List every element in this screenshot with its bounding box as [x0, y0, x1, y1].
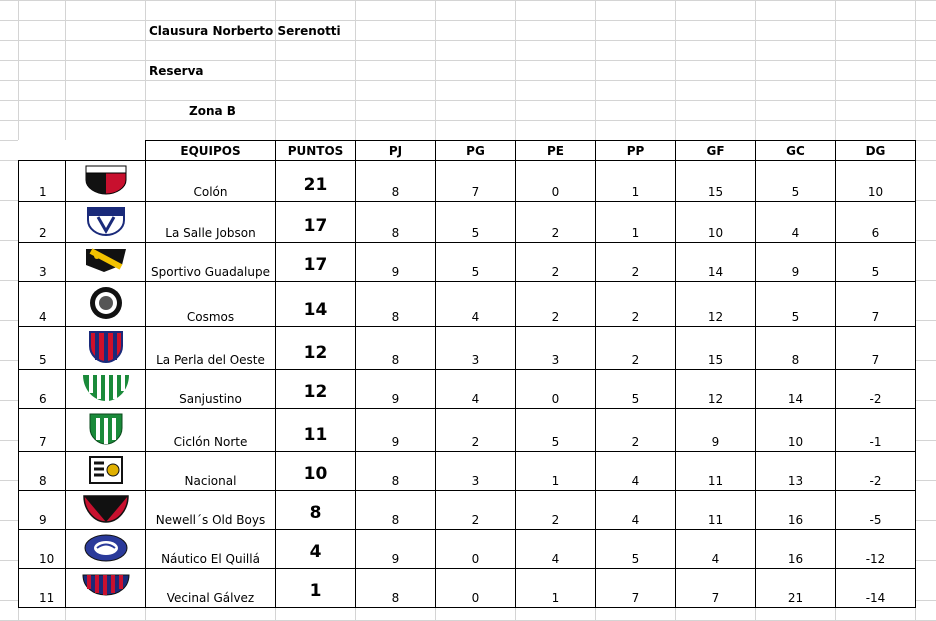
- puntos-cell[interactable]: 17: [276, 243, 356, 282]
- table-row: [19, 409, 916, 452]
- gf-cell[interactable]: 11: [676, 452, 756, 491]
- pp-cell[interactable]: 2: [596, 327, 676, 370]
- gc-cell[interactable]: 16: [756, 530, 836, 569]
- nacional-crest-icon: [66, 455, 145, 488]
- pp-cell[interactable]: 2: [596, 282, 676, 327]
- team-name-cell[interactable]: Cosmos: [146, 282, 276, 327]
- position-cell[interactable]: 3: [19, 243, 66, 282]
- table-row: [19, 530, 916, 569]
- team-name-cell[interactable]: Newell´s Old Boys: [146, 491, 276, 530]
- gf-cell[interactable]: 12: [676, 282, 756, 327]
- header-blank: [19, 141, 66, 161]
- sheet-subtitle: Reserva: [149, 64, 204, 78]
- gf-cell[interactable]: 9: [676, 409, 756, 452]
- table-row: [19, 569, 916, 608]
- table-row: [19, 161, 916, 202]
- pe-cell[interactable]: 0: [516, 161, 596, 202]
- position-cell[interactable]: 9: [19, 491, 66, 530]
- team-name-cell[interactable]: Nacional: [146, 452, 276, 491]
- table-row: [19, 452, 916, 491]
- nautico-crest-icon: [66, 533, 145, 566]
- pe-cell[interactable]: 3: [516, 327, 596, 370]
- pj-cell[interactable]: 8: [356, 282, 436, 327]
- header-pj[interactable]: PJ: [356, 141, 436, 161]
- team-name-cell[interactable]: Colón: [146, 161, 276, 202]
- gf-cell[interactable]: 11: [676, 491, 756, 530]
- colon-crest-icon: [66, 164, 145, 199]
- pe-cell[interactable]: 2: [516, 282, 596, 327]
- cosmos-crest-icon: [66, 285, 145, 324]
- puntos-cell[interactable]: 14: [276, 282, 356, 327]
- table-row: [19, 202, 916, 243]
- dg-cell[interactable]: -1: [836, 409, 916, 452]
- pg-cell[interactable]: 5: [436, 243, 516, 282]
- pp-cell[interactable]: 7: [596, 569, 676, 608]
- gc-cell[interactable]: 5: [756, 282, 836, 327]
- pg-cell[interactable]: 4: [436, 370, 516, 409]
- crest-cell[interactable]: [66, 282, 146, 327]
- pj-cell[interactable]: 9: [356, 370, 436, 409]
- gc-cell[interactable]: 8: [756, 327, 836, 370]
- header-gf[interactable]: GF: [676, 141, 756, 161]
- pg-cell[interactable]: 2: [436, 409, 516, 452]
- crest-cell[interactable]: [66, 202, 146, 243]
- puntos-cell[interactable]: 8: [276, 491, 356, 530]
- header-dg[interactable]: DG: [836, 141, 916, 161]
- crest-cell[interactable]: [66, 530, 146, 569]
- newells-crest-icon: [66, 494, 145, 527]
- pj-cell[interactable]: 8: [356, 202, 436, 243]
- pe-cell[interactable]: 2: [516, 243, 596, 282]
- pe-cell[interactable]: 2: [516, 202, 596, 243]
- pe-cell[interactable]: 2: [516, 491, 596, 530]
- crest-cell[interactable]: [66, 370, 146, 409]
- ciclon-norte-crest-icon: [66, 412, 145, 449]
- pp-cell[interactable]: 2: [596, 243, 676, 282]
- gc-cell[interactable]: 13: [756, 452, 836, 491]
- position-cell[interactable]: 2: [19, 202, 66, 243]
- dg-cell[interactable]: -12: [836, 530, 916, 569]
- pe-cell[interactable]: 1: [516, 452, 596, 491]
- crest-cell[interactable]: [66, 161, 146, 202]
- pe-cell[interactable]: 1: [516, 569, 596, 608]
- puntos-cell[interactable]: 12: [276, 327, 356, 370]
- dg-cell[interactable]: 6: [836, 202, 916, 243]
- pp-cell[interactable]: 2: [596, 409, 676, 452]
- crest-cell[interactable]: [66, 327, 146, 370]
- standings-table: [18, 140, 916, 608]
- dg-cell[interactable]: 7: [836, 282, 916, 327]
- pg-cell[interactable]: 5: [436, 202, 516, 243]
- crest-cell[interactable]: [66, 452, 146, 491]
- gc-cell[interactable]: 9: [756, 243, 836, 282]
- pp-cell[interactable]: 5: [596, 530, 676, 569]
- team-name-cell[interactable]: Ciclón Norte: [146, 409, 276, 452]
- pp-cell[interactable]: 4: [596, 452, 676, 491]
- dg-cell[interactable]: -14: [836, 569, 916, 608]
- position-cell[interactable]: 1: [19, 161, 66, 202]
- pp-cell[interactable]: 4: [596, 491, 676, 530]
- position-cell[interactable]: 8: [19, 452, 66, 491]
- gf-cell[interactable]: 7: [676, 569, 756, 608]
- header-blank: [66, 141, 146, 161]
- crest-cell[interactable]: [66, 569, 146, 608]
- gf-cell[interactable]: 15: [676, 327, 756, 370]
- gc-cell[interactable]: 21: [756, 569, 836, 608]
- gf-cell[interactable]: 15: [676, 161, 756, 202]
- pg-cell[interactable]: 7: [436, 161, 516, 202]
- gc-cell[interactable]: 4: [756, 202, 836, 243]
- table-row: [19, 370, 916, 409]
- table-row: [19, 327, 916, 370]
- puntos-cell[interactable]: 10: [276, 452, 356, 491]
- crest-cell[interactable]: [66, 491, 146, 530]
- position-cell[interactable]: 7: [19, 409, 66, 452]
- team-name-cell[interactable]: La Perla del Oeste: [146, 327, 276, 370]
- pj-cell[interactable]: 8: [356, 161, 436, 202]
- team-name-cell[interactable]: Sanjustino: [146, 370, 276, 409]
- pg-cell[interactable]: 4: [436, 282, 516, 327]
- header-pg[interactable]: PG: [436, 141, 516, 161]
- position-cell[interactable]: 11: [19, 569, 66, 608]
- gf-cell[interactable]: 14: [676, 243, 756, 282]
- puntos-cell[interactable]: 12: [276, 370, 356, 409]
- gc-cell[interactable]: 5: [756, 161, 836, 202]
- pg-cell[interactable]: 0: [436, 530, 516, 569]
- pg-cell[interactable]: 0: [436, 569, 516, 608]
- table-row: [19, 243, 916, 282]
- header-puntos[interactable]: PUNTOS: [276, 141, 356, 161]
- pj-cell[interactable]: 9: [356, 243, 436, 282]
- header-row: [19, 141, 916, 161]
- pj-cell[interactable]: 8: [356, 491, 436, 530]
- position-cell[interactable]: 5: [19, 327, 66, 370]
- gc-cell[interactable]: 16: [756, 491, 836, 530]
- dg-cell[interactable]: -2: [836, 452, 916, 491]
- pj-cell[interactable]: 9: [356, 409, 436, 452]
- la-perla-crest-icon: [66, 330, 145, 367]
- pj-cell[interactable]: 8: [356, 452, 436, 491]
- dg-cell[interactable]: 5: [836, 243, 916, 282]
- pe-cell[interactable]: 0: [516, 370, 596, 409]
- pp-cell[interactable]: 1: [596, 161, 676, 202]
- dg-cell[interactable]: -5: [836, 491, 916, 530]
- team-name-cell[interactable]: La Salle Jobson: [146, 202, 276, 243]
- crest-cell[interactable]: [66, 409, 146, 452]
- header-gc[interactable]: GC: [756, 141, 836, 161]
- gf-cell[interactable]: 4: [676, 530, 756, 569]
- header-equipos[interactable]: EQUIPOS: [146, 141, 276, 161]
- pe-cell[interactable]: 5: [516, 409, 596, 452]
- puntos-cell[interactable]: 4: [276, 530, 356, 569]
- pg-cell[interactable]: 3: [436, 452, 516, 491]
- puntos-cell[interactable]: 17: [276, 202, 356, 243]
- team-name-cell[interactable]: Sportivo Guadalupe: [146, 243, 276, 282]
- header-pp[interactable]: PP: [596, 141, 676, 161]
- la-salle-crest-icon: [66, 205, 145, 240]
- pg-cell[interactable]: 2: [436, 491, 516, 530]
- crest-cell[interactable]: [66, 243, 146, 282]
- puntos-cell[interactable]: 21: [276, 161, 356, 202]
- position-cell[interactable]: 10: [19, 530, 66, 569]
- dg-cell[interactable]: 10: [836, 161, 916, 202]
- table-row: [19, 491, 916, 530]
- puntos-cell[interactable]: 1: [276, 569, 356, 608]
- header-pe[interactable]: PE: [516, 141, 596, 161]
- gc-cell[interactable]: 10: [756, 409, 836, 452]
- pj-cell[interactable]: 8: [356, 569, 436, 608]
- table-row: [19, 282, 916, 327]
- pp-cell[interactable]: 5: [596, 370, 676, 409]
- team-name-cell[interactable]: Náutico El Quillá: [146, 530, 276, 569]
- pe-cell[interactable]: 4: [516, 530, 596, 569]
- pj-cell[interactable]: 8: [356, 327, 436, 370]
- vecinal-crest-icon: [66, 572, 145, 601]
- team-name-cell[interactable]: Vecinal Gálvez: [146, 569, 276, 608]
- gf-cell[interactable]: 12: [676, 370, 756, 409]
- pg-cell[interactable]: 3: [436, 327, 516, 370]
- gc-cell[interactable]: 14: [756, 370, 836, 409]
- zone-label: Zona B: [189, 104, 236, 118]
- dg-cell[interactable]: -2: [836, 370, 916, 409]
- puntos-cell[interactable]: 11: [276, 409, 356, 452]
- pp-cell[interactable]: 1: [596, 202, 676, 243]
- gf-cell[interactable]: 10: [676, 202, 756, 243]
- sanjustino-crest-icon: [66, 373, 145, 406]
- dg-cell[interactable]: 7: [836, 327, 916, 370]
- guadalupe-crest-icon: [66, 246, 145, 277]
- pj-cell[interactable]: 9: [356, 530, 436, 569]
- position-cell[interactable]: 4: [19, 282, 66, 327]
- sheet-title: Clausura Norberto Serenotti: [149, 24, 341, 38]
- position-cell[interactable]: 6: [19, 370, 66, 409]
